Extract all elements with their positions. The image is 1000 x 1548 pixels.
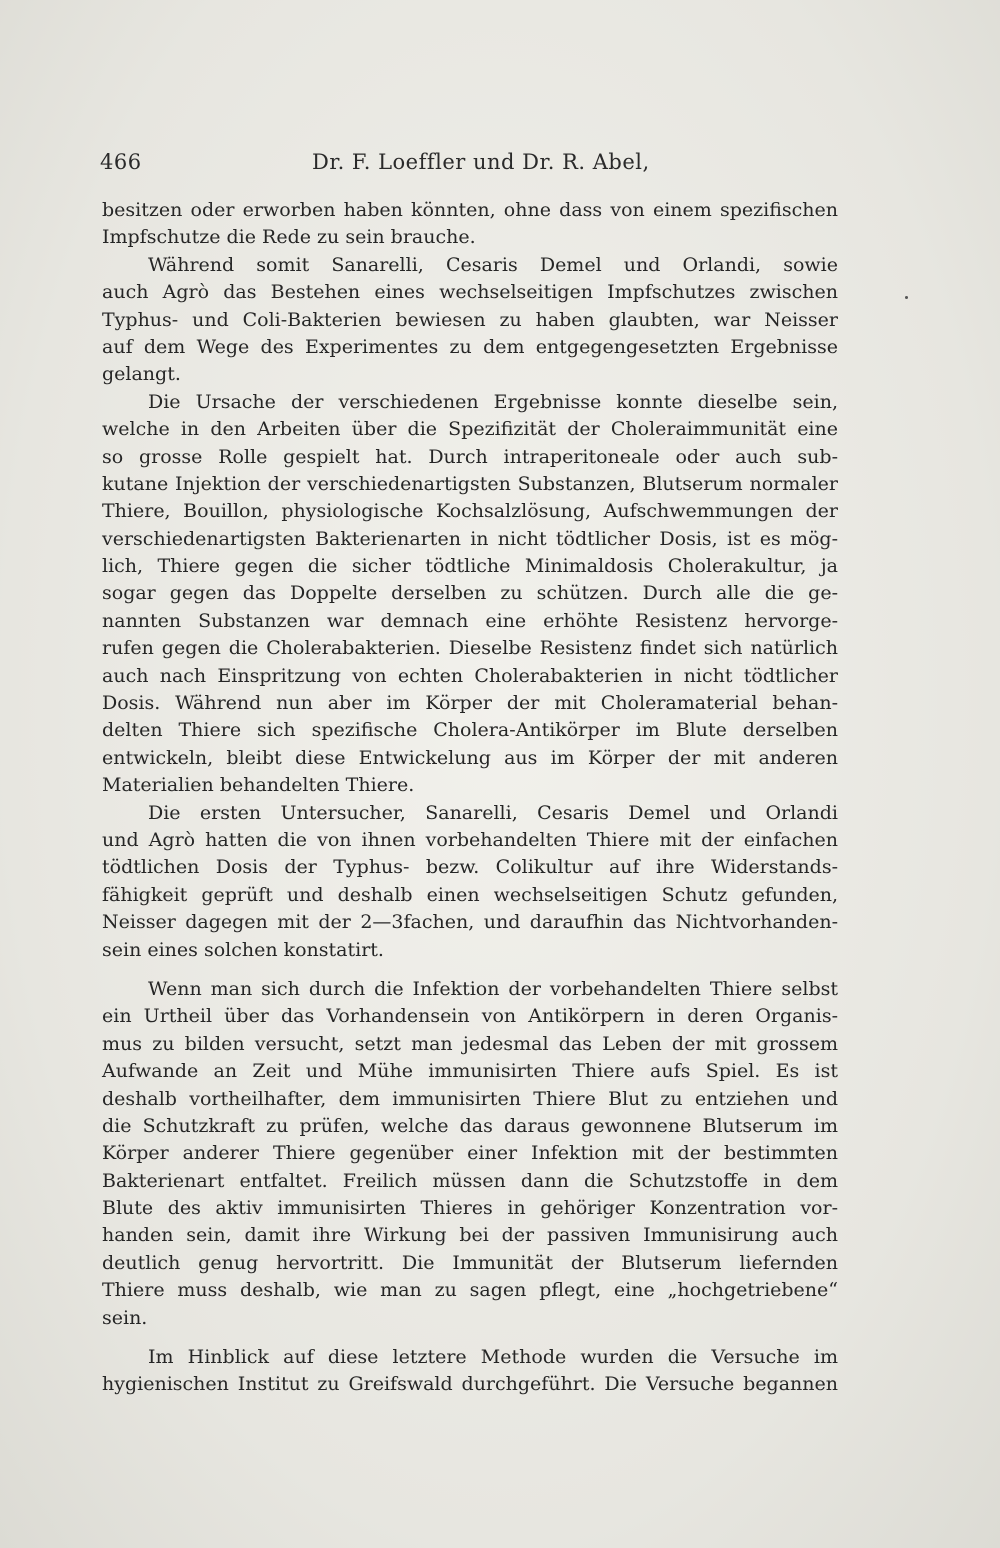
text-line: Dosis. Während nun aber im Körper der mit Choleramaterial behan- bbox=[102, 692, 838, 715]
text-line: delten Thiere sich spezifische Cholera-Antikörper im Blute derselben bbox=[102, 719, 838, 742]
text-line: deutlich genug hervortritt. Die Immunität der Blutserum liefernden bbox=[102, 1251, 838, 1274]
text-line: die Schutzkraft zu prüfen, welche das daraus gewonnene Blutserum im bbox=[102, 1114, 838, 1137]
text-line: sein eines solchen konstatirt. bbox=[102, 938, 384, 961]
text-line: entwickeln, bleibt diese Entwickelung aus im Körper der mit anderen bbox=[102, 746, 838, 769]
text-line: ein Urtheil über das Vorhandensein von Antikörpern in deren Organis- bbox=[102, 1005, 838, 1028]
text-line: auf dem Wege des Experimentes zu dem entgegengesetzten Ergebnisse bbox=[102, 335, 838, 358]
text-line: auch Agrò das Bestehen eines wechselseitigen Impfschutzes zwischen bbox=[102, 281, 838, 304]
text-line: mus zu bilden versucht, setzt man jedesmal das Leben der mit grossem bbox=[102, 1032, 838, 1055]
text-line: so grosse Rolle gespielt hat. Durch intraperitoneale oder auch sub- bbox=[102, 445, 838, 468]
text-line: Körper anderer Thiere gegenüber einer Infektion mit der bestimmten bbox=[102, 1142, 838, 1165]
text-line: auch nach Einspritzung von echten Cholerabakterien in nicht tödtlicher bbox=[102, 664, 838, 687]
running-head: Dr. F. Loeffler und Dr. R. Abel, bbox=[312, 150, 650, 174]
text-line: besitzen oder erworben haben könnten, ohne dass von einem spezifischen bbox=[102, 199, 838, 221]
text-line: Bakterienart entfaltet. Freilich müssen dann die Schutzstoffe in dem bbox=[102, 1169, 838, 1192]
text-line: sein. bbox=[102, 1306, 148, 1329]
page-header bbox=[100, 150, 840, 184]
text-line: welche in den Arbeiten über die Spezifizität der Choleraimmunität eine bbox=[102, 418, 838, 441]
page-number: 466 bbox=[100, 150, 142, 174]
text-line: sogar gegen das Doppelte derselben zu schützen. Durch alle die ge- bbox=[102, 582, 838, 605]
text-line: rufen gegen die Cholerabakterien. Dieselbe Resistenz findet sich natürlich bbox=[102, 637, 838, 660]
text-line: Materialien behandelten Thiere. bbox=[102, 774, 415, 797]
text-line: Neisser dagegen mit der 2—3fachen, und daraufhin das Nichtvorhanden- bbox=[102, 911, 838, 934]
text-line: Während somit Sanarelli, Cesaris Demel und Orlandi, sowie bbox=[148, 253, 838, 276]
body-text bbox=[102, 197, 838, 1399]
text-line: Thiere, Bouillon, physiologische Kochsalzlösung, Aufschwemmungen der bbox=[102, 500, 838, 523]
text-line: Typhus- und Coli-Bakterien bewiesen zu haben glaubten, war Neisser bbox=[102, 308, 838, 331]
text-line: verschiedenartigsten Bakterienarten in nicht tödtlicher Dosis, ist es mög- bbox=[102, 527, 838, 550]
text-line: tödtlichen Dosis der Typhus- bezw. Colikultur auf ihre Widerstands- bbox=[102, 856, 838, 879]
text-line: Thiere muss deshalb, wie man zu sagen pflegt, eine „hochgetriebene“ bbox=[102, 1279, 838, 1302]
text-line: handen sein, damit ihre Wirkung bei der passiven Immunisirung auch bbox=[102, 1224, 838, 1247]
text-line: fähigkeit geprüft und deshalb einen wechselseitigen Schutz gefunden, bbox=[102, 883, 838, 906]
text-line: Blute des aktiv immunisirten Thieres in gehöriger Konzentration vor- bbox=[102, 1197, 838, 1220]
text-line: lich, Thiere gegen die sicher tödtliche Minimaldosis Cholerakultur, ja bbox=[102, 555, 838, 578]
speck-mark bbox=[905, 296, 908, 299]
text-line: nannten Substanzen war demnach eine erhöhte Resistenz hervorge- bbox=[102, 609, 838, 632]
text-line: Die ersten Untersucher, Sanarelli, Cesaris Demel und Orlandi bbox=[148, 801, 838, 824]
text-line: Wenn man sich durch die Infektion der vorbehandelten Thiere selbst bbox=[148, 977, 838, 1000]
text-line: und Agrò hatten die von ihnen vorbehandelten Thiere mit der einfachen bbox=[102, 828, 838, 851]
text-line: Impfschutze die Rede zu sein brauche. bbox=[102, 226, 476, 249]
text-line: kutane Injektion der verschiedenartigsten Substanzen, Blutserum normaler bbox=[102, 472, 838, 495]
text-line: hygienischen Institut zu Greifswald durchgeführt. Die Versuche begannen bbox=[102, 1373, 838, 1396]
text-line: Aufwande an Zeit und Mühe immunisirten Thiere aufs Spiel. Es ist bbox=[102, 1060, 838, 1083]
text-line: Die Ursache der verschiedenen Ergebnisse konnte dieselbe sein, bbox=[148, 390, 838, 413]
text-line: gelangt. bbox=[102, 363, 181, 386]
text-line: Im Hinblick auf diese letztere Methode wurden die Versuche im bbox=[148, 1346, 838, 1369]
text-line: deshalb vortheilhafter, dem immunisirten Thiere Blut zu entziehen und bbox=[102, 1087, 838, 1110]
